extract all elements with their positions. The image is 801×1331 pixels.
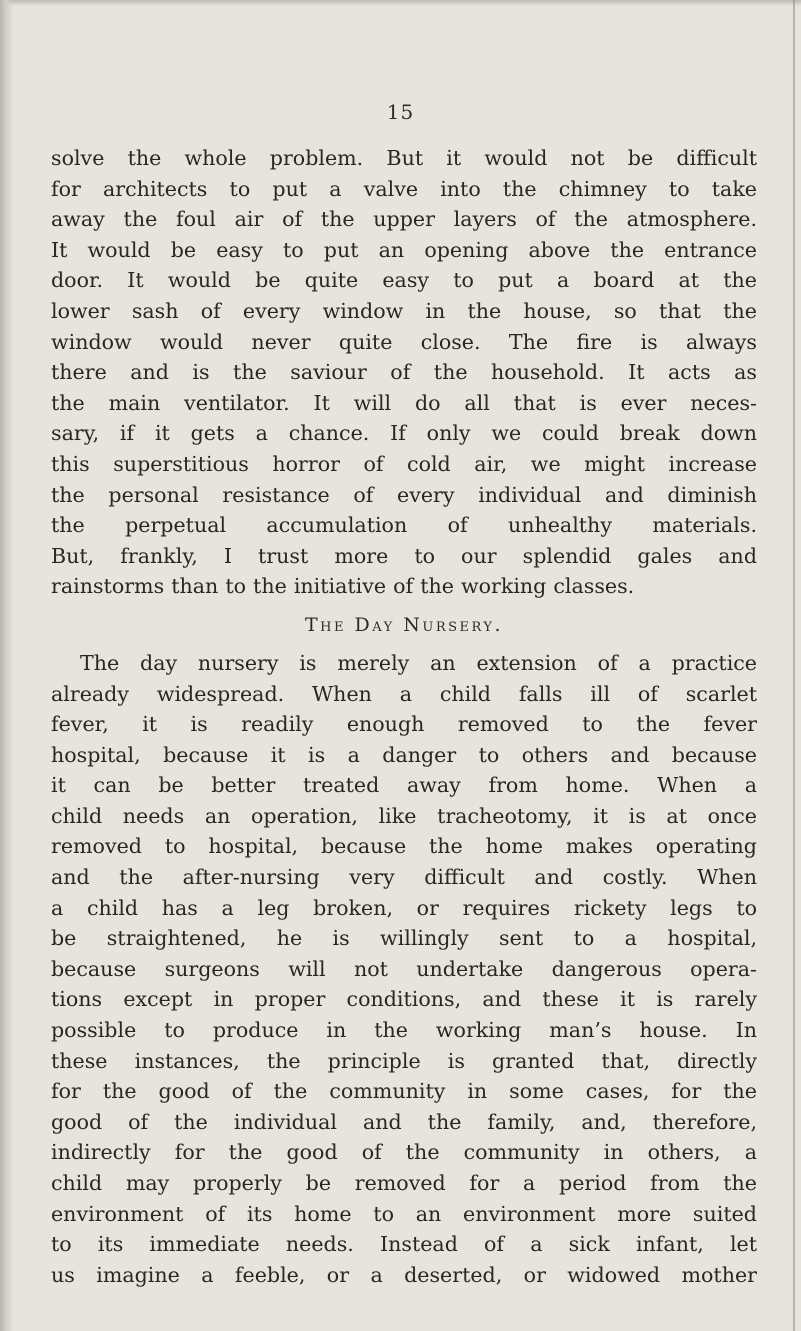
text-line: and the after-nursing very difficult and costly. When [51, 865, 757, 890]
text-line: for architects to put a valve into the chimney to take [51, 176, 757, 201]
text-line: away the foul air of the upper layers of the atmosphere. [51, 207, 757, 232]
text-line: a child has a leg broken, or requires rickety legs to [51, 895, 757, 920]
text-line: solve the whole problem. But it would not be difficult [51, 146, 757, 170]
text-line: hospital, because it is a danger to others and because [51, 742, 757, 767]
text-line: rainstorms than to the initiative of the working classes. [51, 574, 635, 599]
page-right-edge [793, 0, 795, 1331]
text-line: It would be easy to put an opening above the entrance [51, 237, 757, 262]
text-line: already widespread. When a child falls ill of scarlet [51, 681, 757, 706]
text-line: removed to hospital, because the home makes operating [51, 834, 757, 859]
text-line: fever, it is readily enough removed to the fever [51, 712, 757, 737]
text-line: the perpetual accumulation of unhealthy materials. [51, 513, 757, 538]
text-line: because surgeons will not undertake dangerous opera- [51, 956, 757, 981]
text-line: tions except in proper conditions, and these it is rarely [51, 987, 757, 1012]
text-line: these instances, the principle is granted that, directly [51, 1048, 757, 1073]
page-text [51, 143, 757, 1290]
text-line: child may properly be removed for a period from the [51, 1171, 757, 1195]
paragraph-ventilation [51, 143, 757, 602]
text-line: the personal resistance of every individual and diminish [51, 482, 757, 507]
text-line: good of the individual and the family, and, therefore, [51, 1109, 757, 1134]
text-line: the main ventilator. It will do all that is ever neces- [51, 390, 757, 415]
text-line: The day nursery is merely an extension of a practice [80, 650, 757, 675]
text-line: there and is the saviour of the household. It acts as [51, 360, 757, 385]
text-line: indirectly for the good of the community in others, a [51, 1140, 757, 1165]
text-line: door. It would be quite easy to put a board at the [51, 268, 757, 293]
text-line: it can be better treated away from home. When a [51, 773, 757, 798]
text-line: environment of its home to an environment more suited [51, 1201, 757, 1226]
paragraph-day-nursery [51, 648, 757, 1290]
text-line: lower sash of every window in the house, so that the [51, 298, 757, 323]
page-number: 15 [386, 100, 415, 124]
section-heading: The Day Nursery. [304, 613, 504, 636]
text-line: to its immediate needs. Instead of a sick infant, let [51, 1232, 757, 1257]
text-line: window would never quite close. The fire is always [51, 329, 757, 354]
text-line: child needs an operation, like tracheotomy, it is at once [51, 803, 757, 828]
text-line: this superstitious horror of cold air, we might increase [51, 451, 757, 476]
text-line: be straightened, he is willingly sent to a hospital, [51, 926, 757, 951]
binding-gutter-shadow [0, 0, 14, 1331]
text-line: sary, if it gets a chance. If only we could break down [51, 421, 757, 446]
page-top-shadow [0, 0, 801, 6]
text-line: us imagine a feeble, or a deserted, or widowed mother [51, 1262, 757, 1287]
text-line: possible to produce in the working man’s house. In [51, 1018, 757, 1043]
text-line: for the good of the community in some cases, for the [51, 1079, 757, 1104]
text-line: But, frankly, I trust more to our splendid gales and [51, 543, 757, 568]
